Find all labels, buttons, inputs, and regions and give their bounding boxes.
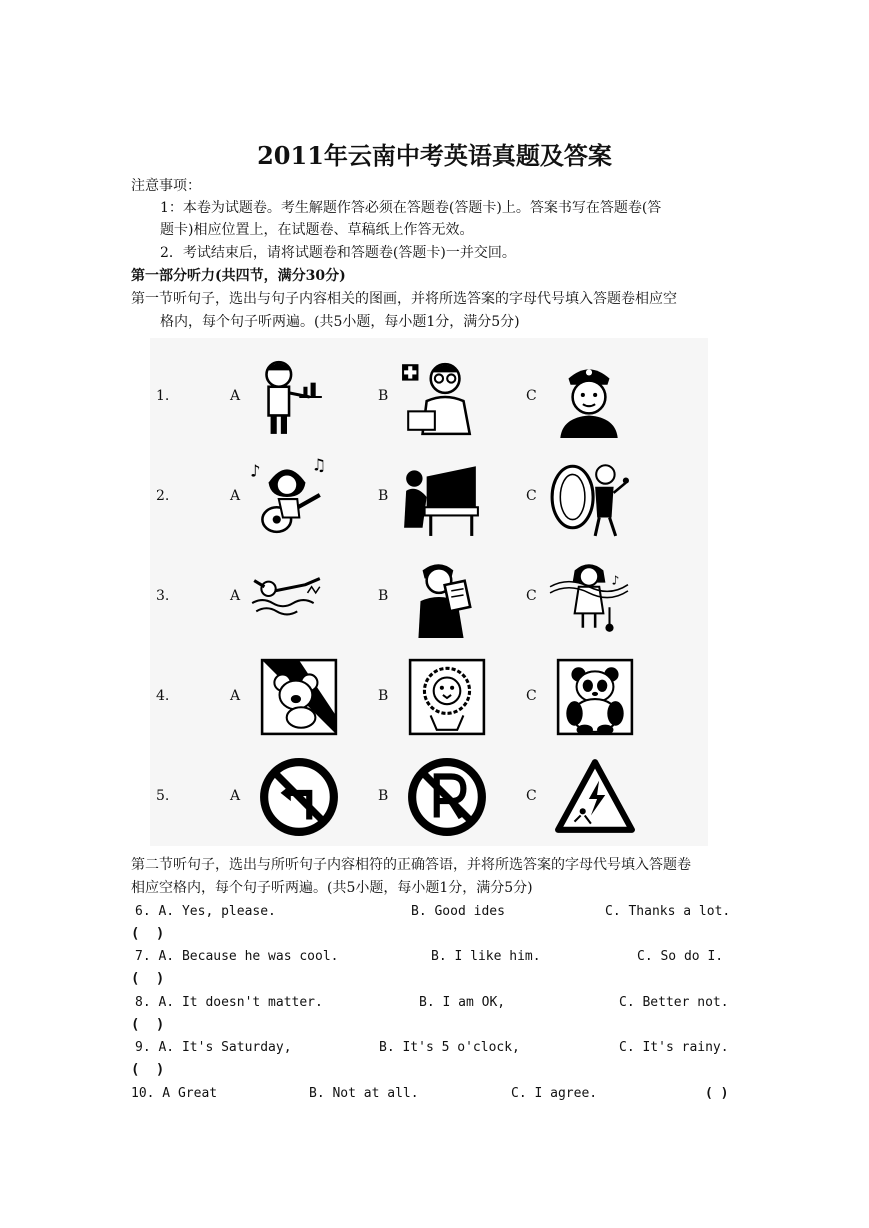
option-c: C. Better not. bbox=[619, 995, 729, 1010]
question-10 bbox=[131, 1086, 739, 1106]
option-letter-b: B bbox=[378, 388, 389, 404]
option-b: B. It's 5 o'clock, bbox=[379, 1040, 520, 1055]
answer-blank[interactable]: ( ) bbox=[131, 971, 169, 987]
page-title: 2011年云南中考英语真题及答案 bbox=[257, 141, 612, 170]
option-letter-a: A bbox=[230, 388, 241, 404]
option-b: B. I like him. bbox=[431, 949, 541, 964]
option-a: 10. A Great bbox=[131, 1086, 218, 1101]
reading-boy-icon bbox=[400, 556, 482, 638]
option-letter-c: C bbox=[526, 488, 537, 504]
answer-blank[interactable]: ( ) bbox=[131, 926, 169, 942]
row-number: 4. bbox=[156, 688, 170, 704]
option-letter-a: A bbox=[230, 688, 241, 704]
option-letter-b: B bbox=[378, 688, 389, 704]
option-a: 6. A. Yes, please. bbox=[135, 904, 276, 919]
row-number: 3. bbox=[156, 588, 170, 604]
svg-text:♪: ♪ bbox=[250, 461, 261, 481]
option-letter-c: C bbox=[526, 788, 537, 804]
no-left-turn-sign-icon bbox=[258, 756, 340, 838]
notice-item-1-line-1: 1：本卷为试题卷。考生解题作答必须在答题卷(答题卡)上。答案书写在答题卷(答 bbox=[160, 200, 662, 216]
guitar-player-icon bbox=[246, 456, 328, 538]
section2-instruction-line-2: 相应空格内，每个句子听两遍。(共5小题，每小题1分，满分5分) bbox=[131, 880, 533, 896]
swimmer-icon bbox=[246, 556, 328, 638]
doctor-icon bbox=[400, 356, 482, 438]
koala-icon bbox=[258, 656, 340, 738]
panda-icon bbox=[554, 656, 636, 738]
option-letter-b: B bbox=[378, 588, 389, 604]
row-number: 2. bbox=[156, 488, 170, 504]
picture-grid bbox=[150, 338, 708, 846]
picture-row-2 bbox=[150, 452, 708, 542]
picture-row-1 bbox=[150, 352, 708, 442]
question-6 bbox=[131, 904, 739, 924]
option-c: C. Thanks a lot. bbox=[605, 904, 731, 919]
pianist-icon bbox=[400, 456, 482, 538]
option-b: B. I am OK, bbox=[419, 995, 506, 1010]
singing-girl-icon bbox=[548, 556, 630, 638]
question-7 bbox=[131, 949, 739, 969]
police-officer-icon bbox=[548, 356, 630, 438]
electric-danger-sign-icon bbox=[554, 756, 636, 838]
question-9 bbox=[131, 1040, 739, 1060]
option-letter-b: B bbox=[378, 788, 389, 804]
option-b: B. Good ides bbox=[411, 904, 505, 919]
picture-row-3 bbox=[150, 552, 708, 642]
picture-row-4 bbox=[150, 652, 708, 742]
option-letter-a: A bbox=[230, 588, 241, 604]
option-letter-c: C bbox=[526, 388, 537, 404]
answer-blank[interactable]: ( ) bbox=[705, 1086, 729, 1101]
drummer-icon bbox=[548, 456, 630, 538]
option-letter-b: B bbox=[378, 488, 389, 504]
part1-heading: 第一部分听力(共四节，满分30分) bbox=[131, 268, 346, 284]
option-c: C. I agree. bbox=[511, 1086, 598, 1101]
option-c: C. So do I. bbox=[637, 949, 724, 964]
lion-icon bbox=[406, 656, 488, 738]
question-8 bbox=[131, 995, 739, 1015]
svg-text:♫: ♫ bbox=[311, 456, 327, 475]
option-b: B. Not at all. bbox=[309, 1086, 419, 1101]
notice-heading: 注意事项： bbox=[131, 178, 201, 194]
option-a: 7. A. Because he was cool. bbox=[135, 949, 339, 964]
row-number: 5. bbox=[156, 788, 170, 804]
section1-instruction-line-1: 第一节听句子，选出与句子内容相关的图画，并将所选答案的字母代号填入答题卷相应空 bbox=[131, 291, 677, 307]
svg-text:♪: ♪ bbox=[611, 573, 620, 588]
notice-item-2: 2．考试结束后，请将试题卷和答题卷(答题卡)一并交回。 bbox=[160, 245, 516, 261]
option-letter-a: A bbox=[230, 788, 241, 804]
option-letter-a: A bbox=[230, 488, 241, 504]
option-c: C. It's rainy. bbox=[619, 1040, 729, 1055]
answer-blank[interactable]: ( ) bbox=[131, 1017, 169, 1033]
row-number: 1. bbox=[156, 388, 170, 404]
waiter-icon bbox=[246, 356, 328, 438]
option-letter-c: C bbox=[526, 588, 537, 604]
answer-blank[interactable]: ( ) bbox=[131, 1062, 169, 1078]
no-parking-sign-icon bbox=[406, 756, 488, 838]
notice-item-1-line-2: 题卡)相应位置上，在试题卷、草稿纸上作答无效。 bbox=[160, 222, 474, 238]
option-a: 8. A. It doesn't matter. bbox=[135, 995, 323, 1010]
option-letter-c: C bbox=[526, 688, 537, 704]
picture-row-5 bbox=[150, 752, 708, 842]
option-a: 9. A. It's Saturday, bbox=[135, 1040, 292, 1055]
section1-instruction-line-2: 格内，每个句子听两遍。(共5小题，每小题1分，满分5分) bbox=[160, 314, 520, 330]
section2-instruction-line-1: 第二节听句子，选出与所听句子内容相符的正确答语，并将所选答案的字母代号填入答题卷 bbox=[131, 857, 691, 873]
